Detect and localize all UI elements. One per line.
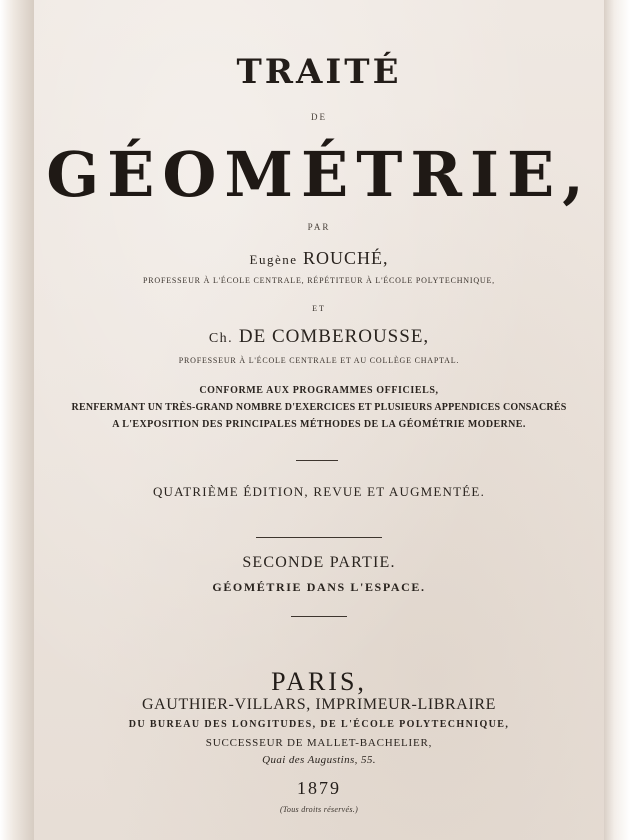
- divider-rule: [296, 460, 338, 461]
- rights-notice: (Tous droits réservés.): [279, 805, 359, 814]
- publisher-successor: SUCCESSEUR DE MALLET-BACHELIER,: [205, 737, 433, 749]
- and-label: ET: [312, 304, 326, 313]
- author1-name: [34, 248, 604, 269]
- author2-role: PROFESSEUR À L'ÉCOLE CENTRALE ET AU COLLÈGE CHAPTAL.: [178, 356, 460, 365]
- conformity-line-1: CONFORME AUX PROGRAMMES OFFICIELS,: [199, 385, 439, 396]
- divider-rule: [291, 616, 347, 617]
- publisher-address: Quai des Augustins, 55.: [262, 754, 376, 766]
- title-line1: TRAITÉ: [236, 52, 402, 92]
- author1-first-name: Eugène: [249, 252, 298, 267]
- publisher-name: GAUTHIER-VILLARS, IMPRIMEUR-LIBRAIRE: [141, 696, 497, 713]
- author2-first-name: Ch.: [208, 331, 234, 346]
- part-subtitle: GÉOMÉTRIE DANS L'ESPACE.: [212, 580, 426, 594]
- main-title: GÉOMÉTRIE,: [46, 138, 592, 211]
- author2-last-name: DE COMBEROUSSE,: [238, 326, 430, 347]
- conformity-line-3: A L'EXPOSITION DES PRINCIPALES MÉTHODES DE LA GÉOMÉTRIE MODERNE.: [112, 419, 526, 430]
- title-page: [34, 0, 604, 840]
- conformity-line-2: RENFERMANT UN TRÈS-GRAND NOMBRE D'EXERCICES ET PLUSIEURS APPENDICES CONSACRÉS: [71, 402, 567, 413]
- author1-last-name: ROUCHÉ,: [302, 248, 389, 268]
- by-label: PAR: [307, 222, 331, 232]
- book-spine: [0, 0, 34, 840]
- part-title: SECONDE PARTIE.: [242, 554, 396, 571]
- publisher-affiliation: DU BUREAU DES LONGITUDES, DE L'ÉCOLE POLYTECHNIQUE,: [128, 719, 510, 730]
- author1-role: PROFESSEUR À L'ÉCOLE CENTRALE, RÉPÉTITEUR À L'ÉCOLE POLYTECHNIQUE,: [143, 276, 495, 285]
- title-connector: DE: [311, 112, 327, 122]
- imprint-city: PARIS,: [271, 667, 367, 696]
- author2-name: [34, 326, 604, 348]
- divider-rule: [256, 537, 382, 538]
- page-edge: [604, 0, 630, 840]
- edition-statement: QUATRIÈME ÉDITION, REVUE ET AUGMENTÉE.: [152, 484, 486, 499]
- publication-year: 1879: [297, 778, 341, 798]
